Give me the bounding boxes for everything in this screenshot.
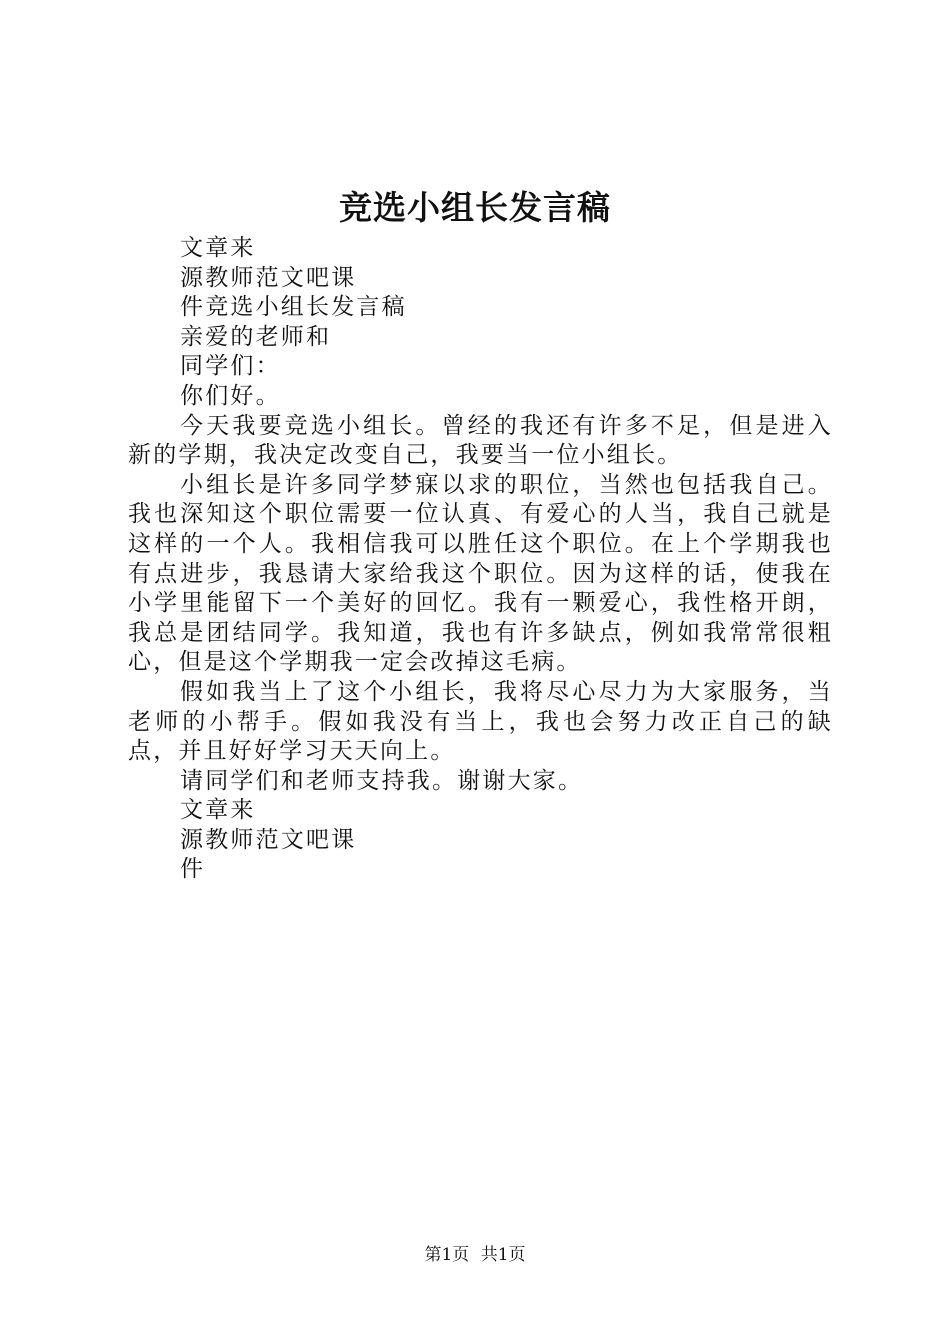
body-paragraph: 假如我当上了这个小组长，我将尽心尽力为大家服务，当老师的小帮手。假如我没有当上，我也会努力改正自己的缺点，并且好好学习天天向上。 [128,678,833,765]
page-number: 第1页 [424,1245,470,1265]
header-line: 文章来 [180,235,256,261]
body-paragraph: 今天我要竞选小组长。曾经的我还有许多不足，但是进入新的学期，我决定改变自己，我要当一位小组长。 [128,412,833,469]
page-total: 共1页 [480,1245,526,1265]
header-line: 你们好。 [180,382,281,409]
document-title: 竞选小组长发言稿 [339,188,611,227]
closing-line: 源教师范文吧课 [180,826,357,853]
page-footer [0,1243,950,1267]
closing-line: 文章来 [180,797,256,824]
document-body [128,234,833,885]
header-line: 同学们： [180,353,281,380]
body-paragraph: 小组长是许多同学梦寐以求的职位，当然也包括我自己。我也深知这个职位需要一位认真、有爱心的人当，我自己就是这样的一个人。我相信我可以胜任这个职位。在上个学期我也有点进步，我恳请大家给我这个职位。因为这样的话，使我在小学里能留下一个美好的回忆。我有一颗爱心，我性格开朗，我总是团结同学。我知道，我也有许多缺点，例如我常常很粗心，但是这个学期我一定会改掉这毛病。 [128,471,833,676]
header-line: 件竞选小组长发言稿 [180,294,407,321]
closing-line: 件 [180,856,206,883]
header-line: 亲爱的老师和 [180,323,332,350]
closing-line: 请同学们和老师支持我。谢谢大家。 [180,767,584,794]
header-line: 源教师范文吧课 [180,264,357,291]
